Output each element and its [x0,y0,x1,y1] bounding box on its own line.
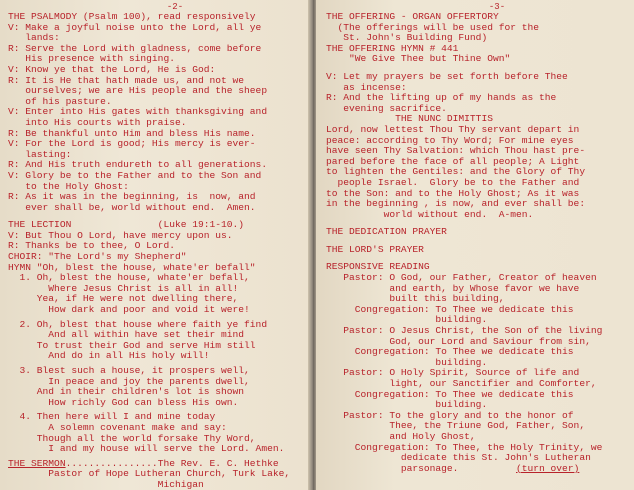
psalmody-line: His presence with singing. [8,53,175,65]
hymn-verse-4 [8,412,302,454]
hymn-line: 4. Then here will I and mine today [8,411,216,423]
hymn-line: And all within have set their mind [8,329,245,341]
nunc-dimittis-line: to lighten the Gentiles: and the Glory of Thy [326,166,586,178]
responsive-reading-line: light, our Sanctifier and Comforter, [326,378,597,389]
responsive-reading-line: and earth, by Whose favor we have [326,282,580,294]
lection-line: THE LECTION (Luke 19:1-10.) [8,219,245,231]
reading-last-line [326,464,628,475]
offering-line: THE OFFERING HYMN # 441 [326,42,459,54]
psalmody-block [8,23,302,214]
psalmody-line: of his pasture. [8,95,112,107]
hymn-line: To trust their God and serve Him still [8,339,256,351]
lection-line: V: But Thou O Lord, have mercy upon us. [8,229,233,241]
nunc-dimittis-block [326,114,628,220]
psalmody-line: ourselves; we are His people and the sheep [8,85,268,97]
nunc-dimittis-line: pared before the face of all people; A Light [326,155,580,167]
lection-line: Where Jesus Christ is all in all! [8,282,239,294]
lection-line: Yea, if He were not dwelling there, [8,293,239,305]
responsive-reading-line: and Holy Ghost, [326,430,476,442]
nunc-dimittis-line: to the Son: and to the Holy Ghost; As it was [326,187,580,199]
responsive-reading-line: Pastor: O Jesus Christ, the Son of the living [326,325,603,337]
sermon-block [8,469,302,490]
responsive-reading-line: Pastor: O Holy Spirit, Source of life and [326,367,580,379]
hymn-line: Though all the world forsake Thy Word, [8,432,256,444]
nunc-dimittis-line: Lord, now lettest Thou Thy servant depart in [326,123,580,135]
psalmody-line: V: Make a joyful noise unto the Lord, all ye [8,21,262,33]
responsive-reading-line: Thee, the Triune God, Father, Son, [326,420,586,432]
psalmody-line: R: And His truth endureth to all generations. [8,159,268,171]
responsive-reading-line: Congregation: To Thee, the Holy Trinity, we [326,441,603,453]
psalmody-line: lands: [8,32,60,44]
hymn-line: How richly God can bless His own. [8,396,239,408]
offering-line: St. John's Building Fund) [326,32,488,44]
psalmody-line: R: It is He that hath made us, and not we [8,74,245,86]
sermon-line: Michigan [8,478,204,490]
page-number-left: -2- [166,2,184,12]
psalmody-line: into His courts with praise. [8,116,187,128]
hymn-line: In peace and joy the parents dwell, [8,375,250,387]
nunc-dimittis-line: world without end. A-men. [326,208,534,220]
responsive-reading-line: building. [326,314,488,326]
lection-line: How dark and poor and void it were! [8,304,250,316]
nunc-dimittis-line: peace: according to Thy Word; For mine eyes [326,134,574,146]
responsive-reading-line: God, our Lord and Saviour from sin, [326,335,591,347]
responsive-reading-line: building. [326,399,488,411]
hymn-line: And in their children's lot is shown [8,386,245,398]
nunc-dimittis-line: THE NUNC DIMITTIS [326,113,493,125]
responsive-reading-line: Congregation: To Thee we dedicate this [326,388,574,400]
hymn-verse-3 [8,366,302,408]
psalmody-line: to the Holy Ghost: [8,180,129,192]
lection-block [8,220,302,315]
hymn-line: And do in all His holy will! [8,350,210,362]
offering-line: THE OFFERING - ORGAN OFFERTORY [326,11,499,22]
hymn-verse-2 [8,320,302,362]
responsive-reading-line: Pastor: To the glory and to the honor of [326,409,574,421]
responsive-reading-line: RESPONSIVE READING [326,261,430,273]
responsive-reading-line: Congregation: To Thee we dedicate this [326,346,574,358]
lection-line: R: Thanks be to thee, O Lord. [8,240,175,252]
right-page [316,0,634,490]
versicle-block [326,72,628,114]
psalmody-line: R: Be thankful unto Him and bless His name. [8,127,256,139]
offering-block [326,12,628,65]
responsive-reading-line: Congregation: To Thee we dedicate this [326,303,574,315]
nunc-dimittis-line: in the beginning , is now, and ever shall be: [326,198,586,210]
lection-line: HYMN "Oh, blest the house, whate'er befall" [8,261,256,273]
offering-line: (The offerings will be used for the [326,21,540,33]
sermon-line: Pastor of Hope Lutheran Church, Turk Lake, [8,468,291,480]
turn-over-link[interactable]: (turn over) [516,462,580,474]
psalmody-line: lasting: [8,148,72,160]
sermon-preacher: ................The Rev. E. C. Hethke [65,457,279,469]
sermon-label: THE SERMON [8,457,66,469]
lection-line: CHOIR: "The Lord's my Shepherd" [8,251,187,263]
versicle-line: evening sacrifice. [326,102,447,114]
hymn-line: I and my house will serve the Lord. Amen. [8,443,285,455]
offering-line: "We Give Thee but Thine Own" [326,53,511,65]
psalmody-title: THE PSALMODY (Psalm 100), read responsively [8,11,256,22]
psalmody-line: V: For the Lord is good; His mercy is ever- [8,138,256,150]
responsive-reading-block [326,262,628,463]
psalmody-line: ever shall be, world without end. Amen. [8,201,256,213]
psalmody-line: V: Enter into His gates with thanksgiving and [8,106,268,118]
lords-prayer-heading: THE LORD'S PRAYER [326,243,424,255]
responsive-reading-line: built this building, [326,293,505,305]
nunc-dimittis-line: have seen Thy Salvation: which Thou hast pre- [326,145,586,157]
psalmody-line: V: Know ye that the Lord, He is God: [8,63,216,75]
nunc-dimittis-line: people Israel. Glory be to the Father and [326,176,580,188]
reading-last-text: parsonage. [326,462,459,474]
responsive-reading-line: building. [326,356,488,368]
hymn-line: 2. Oh, blest that house where faith ye find [8,318,268,330]
versicle-line: R: And the lifting up of my hands as the [326,92,557,104]
versicle-line: as incense: [326,81,407,93]
responsive-reading-line: Pastor: O God, our Father, Creator of heaven [326,272,597,284]
versicle-line: V: Let my prayers be set forth before Thee [326,70,568,82]
left-page [0,0,310,490]
dedication-prayer-heading: THE DEDICATION PRAYER [326,226,447,238]
hymn-line: 3. Blest such a house, it prospers well, [8,365,250,376]
hymn-line: A solemn covenant make and say: [8,421,227,433]
psalmody-line: V: Glory be to the Father and to the Son and [8,169,262,181]
page-number-right: -3- [488,2,506,12]
psalmody-line: R: As it was in the beginning, is now, and [8,191,256,203]
psalmody-line: R: Serve the Lord with gladness, come before [8,42,262,54]
responsive-reading-line: dedicate this St. John's Lutheran [326,452,591,464]
lection-line: 1. Oh, blest the house, whate'er befall, [8,272,250,284]
